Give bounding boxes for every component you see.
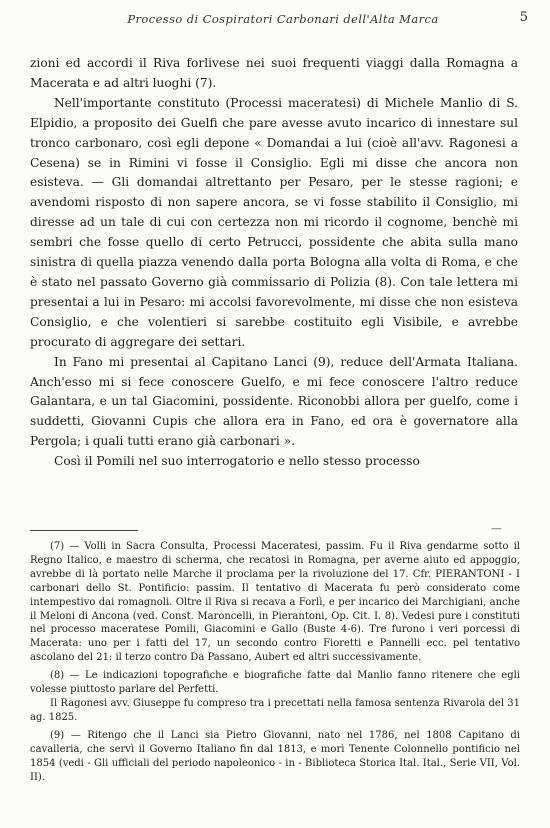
paragraph-1: zioni ed accordi il Riva forlivese nei suoi frequenti viaggi dalla Romagna a Macerata e ad altri luoghi (7). (30, 56, 518, 90)
paragraph-4: Così il Pomili nel suo interrogatorio e nello stesso processo (54, 454, 420, 469)
footnote-8-continued: Il Ragonesi avv. Giuseppe fu compreso tra i precettati nella famosa sentenza Rivarola del 31 ag. 1825. (30, 697, 520, 723)
footnote-separator (30, 530, 138, 531)
paragraph-3-quote: In Fano mi presentai al Capitano Lanci (9), reduce dell'Armata Italiana. Anch'esso mi si fece conoscere Guelfo, e mi fece conoscere l'altro reduce Galantara, e un tal Giacomini, possidente. Riconobbi allora per guelfo, come i suddetti, Giovanni Cupis che allora era in Fano, ed ora è governatore alla Pergola; i quali tutti erano già carbonari ». (30, 354, 518, 449)
footnote-7: (7) — Volli in Sacra Consulta, Processi Maceratesi, passim. Fu il Riva gendarme sotto il Regno Italico, e maestro di scherma, che recatosi in Romagna, per averne aiuto ed appoggio, avrebbe di là portato nelle Marche il proclama per la rivoluzione del 17. Cfr. PIERANTONI - I carbonari dello St. Pontificio: passim. Il tentativo di Macerata fu però considerato come intempestivo dai romagnoli. Oltre il Riva si recava a Forlì, e per incarico dei Marchigiani, anche il Meloni di Ancona (ved. Const. Maroncelli, in Pierantoni, Op. Cit. I. 8). Vedesi pure i constituti nel processo maceratese Pomili, Giacomini e Gallo (Buste 4-6). Tre furono i veri porcessi di Macerata: uno per i fatti del 17, un secondo contro Fioretti e Pannelli ecc. pel tentativo ascolano del 21: il terzo contro Da Passano, Aubert ed altri successivamente. (30, 541, 520, 664)
footnote-9: (9) — Ritengo che il Lanci sia Pietro Giovanni, nato nel 1786, nel 1808 Capitano di cavalleria, che servì il Governo Italiano fin dal 1813, e morì Tenente Colonnello pontificio nel 1854 (vedi - Gli ufficiali del periodo napoleonico - in - Biblioteca Storica Ital. Ital., Serie VII, Vol. II). (30, 729, 520, 783)
page-number: 5 (519, 10, 528, 25)
footnote-8: (8) — Le indicazioni topografiche e biografiche fatte dal Manlio fanno ritenere che egli volesse piuttosto parlare del Perfetti. (30, 670, 520, 696)
footnotes (30, 540, 520, 784)
running-title: Processo di Cospiratori Carbonari dell'Alta Marca (127, 12, 439, 26)
paragraph-2-quote: Nell'importante constituto (Processi maceratesi) di Michele Manlio di S. Elpidio, a proposito dei Guelfi che pare avesse avuto incarico di innestare sul tronco carbonaro, così egli depone « Domandai a lui (cioè all'avv. Ragonesi a Cesena) se in Rimini vi fosse il Consiglio. Egli mi disse che ancora non esisteva. — Gli domandai altrettanto per Pesaro, per le stesse ragioni; e avendomi risposto di non sapere ancora, se vi fosse stabilito il Consiglio, mi diresse ad un tale di cui con certezza non mi ricordo il cognome, benchè mi sembri che fosse quello di certo Petrucci, possidente che abita sulla mano sinistra di quella piazza venendo dalla porta Bologna alla volta di Roma, e che è stato nel passato Governo già commissario di Polizia (8). Con tale lettera mi presentai a lui in Pesaro: mi accolsi favorevolmente, mi disse che non esisteva Consiglio, e che volentieri si sarebbe costituito egli Visibile, e avrebbe procurato di aggregare dei settari. (30, 95, 518, 349)
continuation-marker: — (491, 522, 502, 535)
main-text (30, 54, 518, 472)
